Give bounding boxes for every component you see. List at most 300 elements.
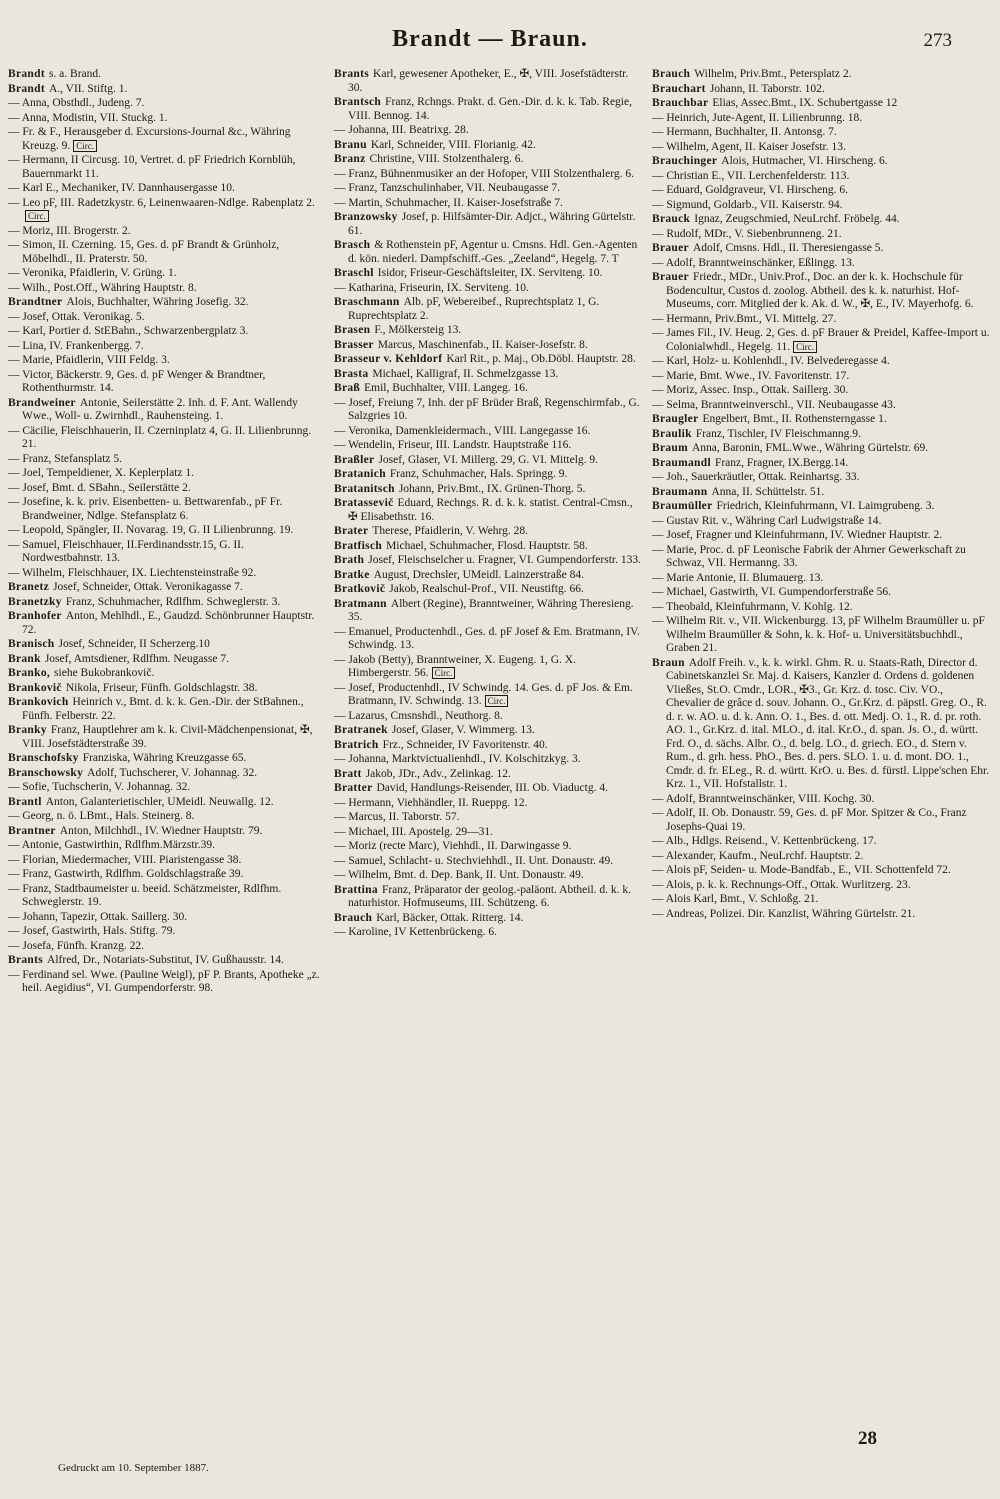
directory-entry (8, 225, 324, 239)
directory-entry (652, 257, 990, 271)
directory-entry (652, 657, 990, 792)
directory-entry (8, 453, 324, 467)
entry-surname: Bratter (334, 782, 373, 794)
entry-details: — Anna, Modistin, VII. Stuckg. 1. (8, 111, 168, 124)
entry-details: — Hermann, Viehhändler, II. Rueppg. 12. (334, 796, 528, 809)
entry-details: Anna, Baronin, FML.Wwe., Währing Gürtelstr. 69. (692, 442, 929, 454)
directory-entry (8, 825, 324, 839)
directory-entry (652, 141, 990, 155)
directory-entry (8, 682, 324, 696)
entry-details: Albert (Regine), Branntweiner, Währing Theresieng. 35. (348, 597, 634, 623)
directory-entry (652, 486, 990, 500)
circular-badge: Circ. (432, 667, 456, 679)
entry-details: Christine, VIII. Stolzenthalerg. 6. (369, 153, 524, 165)
directory-entry (652, 586, 990, 600)
directory-entry (8, 182, 324, 196)
entry-details: Josef, Schneider, II Scherzerg.10 (58, 638, 210, 650)
directory-entry (652, 471, 990, 485)
entry-details: — Alb., Hdlgs. Reisend., V. Kettenbrückeng. 17. (652, 835, 877, 847)
circular-badge: Circ. (793, 341, 817, 353)
entry-surname: Branhofer (8, 610, 62, 622)
entry-details: Jakob, Realschul-Prof., VII. Neustiftg. 66. (389, 583, 584, 595)
entry-details: — Alois Karl, Bmt., V. Schloßg. 21. (652, 893, 819, 905)
entry-details: Antonie, Seilerstätte 2. Inh. d. F. Ant. Wallendy Wwe., Woll- u. Zwirnhdl., Rauhensteing. 1. (22, 396, 298, 422)
entry-details: Franz, Schuhmacher, Hals. Springg. 9. (389, 468, 568, 480)
entry-details: Franz, Tischler, IV Fleischmanng.9. (695, 427, 861, 440)
entry-details: — Theobald, Kleinfuhrmann, V. Kohlg. 12. (652, 600, 853, 613)
entry-details: Alfred, Dr., Notariats-Substitut, IV. Gußhausstr. 14. (47, 954, 284, 966)
entry-details: — Johanna, III. Beatrixg. 28. (334, 124, 469, 136)
entry-details: — Adolf, II. Ob. Donaustr. 59, Ges. d. pF Mor. Spitzer & Co., Franz Josephs-Quai 19. (652, 807, 967, 833)
entry-details: — Franz, Stadtbaumeister u. beeid. Schätzmeister, Rdlfhm. Schweglerstr. 19. (8, 882, 282, 908)
entry-surname: Bratt (334, 767, 362, 780)
directory-entry (334, 339, 642, 353)
directory-entry (334, 211, 642, 238)
directory-entry (8, 925, 324, 939)
entry-details: Franz, Präparator der geolog.-paläont. Abtheil. d. k. k. naturhistor. Hofmuseums, III. Schützeng. 6. (348, 883, 632, 909)
directory-entry (652, 213, 990, 227)
entry-details: Josef, p. Hilfsämter-Dir. Adjct., Währing Gürtelstr. 61. (348, 211, 636, 237)
directory-entry (334, 782, 642, 796)
entry-details: siehe Bukobrankovič. (54, 667, 155, 679)
entry-details: — Karl, Portier d. StEBahn., Schwarzenbergplatz 3. (8, 325, 249, 337)
directory-entry (652, 864, 990, 878)
entry-surname: Braumüller (652, 500, 713, 512)
entry-details: — Michael, Gastwirth, VI. Gumpendorferstraße 56. (652, 586, 891, 598)
entry-details: — Antonie, Gastwirthin, Rdlfhm.Märzstr.39. (8, 839, 215, 851)
directory-entry (8, 397, 324, 424)
entry-details: — Ferdinand sel. Wwe. (Pauline Weigl), pF P. Brants, Apotheke „z. heil. Aegidius“, VI. Gumpendorferstr. 98. (8, 968, 320, 994)
directory-column-1 (8, 68, 324, 997)
entry-surname: Brankovich (8, 696, 69, 708)
entry-surname: Braum (652, 442, 688, 454)
entry-surname: Bratrich (334, 738, 379, 751)
entry-details: — Fr. & F., Herausgeber d. Excursions-Journal &c., Währing Kreuzg. 9. (8, 126, 291, 152)
entry-surname: Brasseur v. Kehldorf (334, 353, 443, 365)
directory-entry (652, 355, 990, 369)
entry-surname: Branschofsky (8, 752, 79, 764)
entry-surname: Branisch (8, 638, 55, 650)
entry-details: Friedr., MDr., Univ.Prof., Doc. an der k. k. Hochschule für Bodencultur, Custos d. zoolog. Abtheil. des k. k. naturhist. Hof-Museums, corr. Mitglied der k. Ak. d. W., ✠, E., IV. Mayerhofg. 6. (666, 271, 974, 310)
directory-entry (652, 879, 990, 893)
entry-details: — Josefine, k. k. priv. Eisenbetten- u. Bettwarenfab., pF Fr. Brandweiner, Ndlge. Stefansplatz 6. (8, 496, 283, 522)
entry-details: Josef, Amtsdiener, Rdlfhm. Neugasse 7. (44, 652, 229, 665)
directory-entry (334, 826, 642, 840)
directory-entry (334, 869, 642, 883)
entry-surname: Bratmann (334, 597, 387, 610)
page-number: 273 (923, 30, 952, 51)
entry-details: — Eduard, Goldgraveur, VI. Hirscheng. 6. (652, 184, 849, 196)
directory-entry (334, 382, 642, 396)
directory-entry (334, 811, 642, 825)
directory-entry (8, 83, 324, 97)
entry-details: — Emanuel, Productenhdl., Ges. d. pF Josef & Em. Bratmann, IV. Schwindg. 13. (334, 625, 640, 651)
directory-entry (334, 739, 642, 753)
directory-entry (334, 884, 642, 911)
directory-entry (334, 168, 642, 182)
directory-entry (334, 855, 642, 869)
entry-details: & Rothenstein pF, Agentur u. Cmsns. Hdl. Gen.-Agenten d. kön. niederl. Dampfschiff.-Ges. „Zeeland“, Hegelg. 7. T (348, 239, 638, 265)
entry-details: — Marie, Proc. d. pF Leonische Fabrik der Ahrner Gewerkschaft zu Schwaz, VII. Hermanng. 33. (652, 543, 966, 569)
entry-details: — Wilhelm, Agent, II. Kaiser Josefstr. 13. (652, 140, 846, 153)
entry-details: Anton, Milchhdl., IV. Wiedner Hauptstr. 79. (59, 824, 263, 837)
entry-details: Josef, Schneider, Ottak. Veronikagasse 7. (53, 581, 243, 593)
directory-entry (652, 908, 990, 922)
directory-entry (8, 267, 324, 281)
entry-surname: Brattina (334, 883, 378, 896)
entry-details: Isidor, Friseur-Geschäftsleiter, IX. Serviteng. 10. (377, 267, 603, 279)
entry-details: — Anna, Obsthdl., Judeng. 7. (8, 97, 145, 109)
entry-surname: Bratanich (334, 468, 386, 480)
directory-entry (8, 311, 324, 325)
directory-entry (652, 271, 990, 312)
print-date: Gedruckt am 10. September 1887. (58, 1462, 209, 1474)
entry-surname: Brauch (652, 68, 691, 80)
entry-details: — Andreas, Polizei. Dir. Kanzlist, Währing Gürtelstr. 21. (652, 907, 916, 920)
directory-entry (652, 835, 990, 849)
directory-entry (334, 497, 642, 524)
entry-details: — Georg, n. ö. LBmt., Hals. Steinerg. 8. (8, 810, 195, 822)
entry-details: — Florian, Miedermacher, VIII. Piaristengasse 38. (8, 853, 242, 866)
entry-details: Jakob, JDr., Adv., Zelinkag. 12. (365, 767, 511, 780)
directory-entry (8, 467, 324, 481)
entry-details: Frz., Schneider, IV Favoritenstr. 40. (382, 738, 548, 751)
directory-entry (8, 539, 324, 566)
entry-surname: Braschmann (334, 296, 400, 308)
entry-details: — Karoline, IV Kettenbrückeng. 6. (334, 926, 497, 938)
directory-entry (652, 515, 990, 529)
entry-details: — Wilhelm, Fleischhauer, IX. Liechtensteinstraße 92. (8, 566, 257, 579)
directory-entry (334, 96, 642, 123)
entry-surname: Brater (334, 525, 369, 537)
directory-entry (8, 839, 324, 853)
entry-details: — Moriz, Assec. Insp., Ottak. Saillerg. 30. (652, 384, 849, 396)
entry-details: — Franz, Bühnenmusiker an der Hofoper, VIII Stolzenthalerg. 6. (334, 167, 634, 180)
directory-entry (652, 428, 990, 442)
directory-entry (652, 457, 990, 471)
directory-entry (8, 496, 324, 523)
directory-entry (8, 883, 324, 910)
directory-entry (334, 68, 642, 95)
entry-details: — Gustav Rit. v., Währing Carl Ludwigstraße 14. (652, 514, 882, 527)
entry-details: — Sofie, Tuchscherin, V. Johannag. 32. (8, 781, 191, 793)
entry-surname: Braumann (652, 485, 708, 498)
directory-entry (8, 296, 324, 310)
entry-surname: Braun (652, 656, 685, 669)
entry-details: — Marie Antonie, II. Blumauerg. 13. (652, 571, 824, 584)
entry-details: Michael, Schuhmacher, Flosd. Hauptstr. 58. (386, 539, 588, 552)
directory-entry (334, 324, 642, 338)
entry-surname: Branetz (8, 581, 50, 593)
directory-entry (652, 170, 990, 184)
directory-entry (8, 354, 324, 368)
directory-entry (334, 654, 642, 681)
entry-surname: Branu (334, 138, 367, 151)
directory-entry (652, 544, 990, 571)
directory-entry (8, 796, 324, 810)
directory-entry (334, 724, 642, 738)
directory-entry (8, 596, 324, 610)
entry-details: — Josef, Productenhdl., IV Schwindg. 14. Ges. d. pF Jos. & Em. Bratmann, IV. Schwindg. 13. (334, 681, 633, 707)
directory-entry (334, 197, 642, 211)
directory-entry (8, 969, 324, 996)
circular-badge: Circ. (485, 695, 509, 707)
directory-entry (8, 638, 324, 652)
entry-details: — Samuel, Fleischhauer, II.Ferdinandsstr.15, G. II. Nordwestbahnstr. 13. (8, 538, 244, 564)
directory-entry (334, 483, 642, 497)
entry-details: Adolf, Tuchscherer, V. Johannag. 32. (87, 766, 258, 779)
directory-entry (8, 97, 324, 111)
entry-details: Karl, Bäcker, Ottak. Ritterg. 14. (376, 911, 524, 924)
entry-surname: Bratfisch (334, 539, 383, 552)
entry-details: — Karl E., Mechaniker, IV. Dannhausergasse 10. (8, 182, 235, 194)
entry-surname: Brantsch (334, 96, 382, 108)
entry-details: Elias, Assec.Bmt., IX. Schubertgasse 12 (712, 97, 898, 109)
entry-details: Therese, Pfaidlerin, V. Wehrg. 28. (372, 525, 529, 537)
entry-details: — Alois, p. k. k. Rechnungs-Off., Ottak. Wurlitzerg. 23. (652, 878, 911, 891)
directory-entry (334, 153, 642, 167)
entry-details: — Moriz, III. Brogerstr. 2. (8, 224, 131, 237)
directory-entry (8, 239, 324, 266)
directory-entry (652, 893, 990, 907)
directory-entry (652, 126, 990, 140)
directory-entry (334, 598, 642, 625)
entry-details: Eduard, Rechngs. R. d. k. k. statist. Central-Cmsn., ✠ Elisabethstr. 16. (348, 497, 633, 523)
entry-details: F., Mölkersteig 13. (374, 324, 462, 336)
entry-details: — Wilhelm, Bmt. d. Dep. Bank, II. Unt. Donaustr. 49. (334, 869, 584, 881)
directory-entry (8, 911, 324, 925)
directory-entry (8, 610, 324, 637)
entry-details: Franz, Fragner, IX.Bergg.14. (714, 456, 849, 469)
entry-surname: Brauchbar (652, 97, 709, 109)
entry-details: — Franz, Tanzschulinhaber, VII. Neubaugasse 7. (334, 182, 561, 194)
directory-entry (8, 868, 324, 882)
entry-details: Karl, gewesener Apotheker, E., ✠, VIII. Josefstädterstr. 30. (348, 68, 629, 94)
entry-details: — Franz, Gastwirth, Rdlfhm. Goldschlagstraße 39. (8, 868, 244, 880)
entry-details: — Veronika, Damenkleidermach., VIII. Langegasse 16. (334, 424, 591, 437)
entry-surname: Brasch (334, 239, 371, 251)
entry-details: David, Handlungs-Reisender, III. Ob. Viaductg. 4. (376, 782, 608, 794)
directory-entry (334, 710, 642, 724)
directory-entry (334, 239, 642, 266)
directory-entry (334, 682, 642, 709)
directory-entry (8, 340, 324, 354)
directory-entry (652, 228, 990, 242)
directory-entry (8, 653, 324, 667)
directory-entry (334, 425, 642, 439)
entry-surname: Bratanitsch (334, 482, 395, 495)
entry-surname: Brasta (334, 367, 369, 380)
directory-entry (652, 807, 990, 834)
entry-details: — Leo pF, III. Radetzkystr. 6, Leinenwaaren-Ndlge. Rabenplatz 2. (8, 196, 315, 209)
entry-details: Anton, Galanterietischler, UMeidl. Neuwallg. 12. (45, 795, 274, 808)
directory-entry (652, 413, 990, 427)
entry-details: — Simon, II. Czerning. 15, Ges. d. pF Brandt & Grünholz, Möbelhdl., II. Praterstr. 50. (8, 239, 280, 265)
directory-entry (8, 68, 324, 82)
directory-entry (652, 615, 990, 656)
circular-badge: Circ. (73, 140, 97, 152)
directory-entry (334, 124, 642, 138)
directory-entry (8, 581, 324, 595)
entry-details: Adolf, Cmsns. Hdl., II. Theresiengasse 5. (692, 242, 884, 254)
directory-entry (652, 83, 990, 97)
directory-entry (652, 155, 990, 169)
directory-entry (334, 626, 642, 653)
entry-details: A., VII. Stiftg. 1. (48, 82, 128, 95)
directory-entry (334, 840, 642, 854)
entry-surname: Brauchart (652, 82, 706, 95)
entry-surname: Braumandl (652, 456, 711, 469)
entry-details: — Adolf, Branntweinschänker, Eßlingg. 13. (652, 256, 855, 269)
entry-surname: Brauchinger (652, 155, 718, 167)
entry-details: — Veronika, Pfaidlerin, V. Grüng. 1. (8, 267, 177, 279)
directory-entry (652, 242, 990, 256)
directory-entry (334, 296, 642, 323)
directory-entry (8, 810, 324, 824)
directory-entry (334, 926, 642, 940)
directory-entry (652, 68, 990, 82)
directory-entry (652, 529, 990, 543)
directory-entry (652, 850, 990, 864)
directory-entry (334, 267, 642, 281)
directory-entry (8, 696, 324, 723)
directory-entry (652, 199, 990, 213)
entry-surname: Brandweiner (8, 396, 76, 409)
entry-details: — Katharina, Friseurin, IX. Serviteng. 10. (334, 281, 529, 294)
entry-surname: Brauer (652, 271, 689, 283)
entry-details: Wilhelm, Priv.Bmt., Petersplatz 2. (694, 68, 852, 80)
directory-entry (334, 353, 642, 367)
entry-details: — Karl, Holz- u. Kohlenhdl., IV. Belvederegasse 4. (652, 355, 890, 367)
entry-surname: Branetzky (8, 595, 62, 608)
entry-surname: Bratassevič (334, 497, 394, 509)
entry-details: Karl Rit., p. Maj., Ob.Döbl. Hauptstr. 28. (446, 353, 636, 365)
entry-surname: Brauer (652, 242, 689, 254)
entry-details: Alb. pF, Webereibef., Ruprechtsplatz 1, G. Ruprechtsplatz 2. (348, 296, 600, 322)
entry-details: — James Fil., IV. Heug. 2, Ges. d. pF Brauer & Preidel, Kaffee-Import u. Colonialwhdl., Hegelg. 11. (652, 327, 990, 353)
entry-details: Franz, Hauptlehrer am k. k. Civil-Mädchenpensionat, ✠, VIII. Josefstädterstraße 39. (22, 724, 313, 750)
entry-details: — Cäcilie, Fleischhauerin, II. Czerninplatz 4, G. II. Lilienbrunng. 21. (8, 424, 312, 450)
entry-details: — Adolf, Branntweinschänker, VIII. Kochg. 30. (652, 792, 875, 805)
directory-entry (8, 282, 324, 296)
directory-entry (652, 313, 990, 327)
entry-surname: Brandt (8, 82, 45, 95)
entry-details: Adolf Freih. v., k. k. wirkl. Ghm. R. u. Staats-Rath, Director d. Cabinetskanzlei Sr. Maj. d. Kaisers, Kanzler d. Ordens d. goldenen Vließes, St.O. Cmdr., LOR., ✠3., Gr. Krz. d. tosc. Civ. VO., Chevalier de grâce d. souv. Johann. O., Gr.Krz. d. päpstl. Greg. O., R. d. r. w. AO. u. d. k. Ann. O. 1., Bes. d. ott. Medj. O. 1., R. d. pr. roth. AO. 1., Gr.Krz. d. ital. MLO., d. ital. Kr.O., d. span. Js. O., d. württ. Frd. O., d. sächs. Albr. O., d. belg. LO., d. griech. EO., d. Stern v. Rum., d. grh. hess. PhO., Bes. d. pers. SLO. 1. u. d. mont. DO. 1., Cmdr. d. fr. ELeg., R. d. württ. KrO. u. Bes. d. fürstl. Lippe'schen Ehr. Krz. 1., VII. Hofstallstr. 1. (666, 656, 990, 790)
entry-details: Michael, Kalligraf, II. Schmelzgasse 13. (372, 367, 559, 380)
directory-entry (8, 667, 324, 681)
directory-entry (334, 397, 642, 424)
directory-entry (8, 767, 324, 781)
entry-details: — Leopold, Spängler, II. Novarag. 19, G. II Lilienbrunng. 19. (8, 524, 294, 536)
entry-details: Alois, Buchhalter, Währing Josefig. 32. (66, 296, 249, 308)
directory-entry (8, 126, 324, 153)
entry-surname: Branky (8, 724, 47, 736)
entry-details: — Jakob (Betty), Branntweiner, X. Eugeng. 1, G. X. Himbergerstr. 56. (334, 653, 576, 679)
entry-details: Friedrich, Kleinfuhrmann, VI. Laimgrubeng. 3. (716, 500, 935, 512)
entry-surname: Braulik (652, 427, 692, 440)
entry-details: Franziska, Währing Kreuzgasse 65. (82, 752, 247, 764)
entry-details: — Sigmund, Goldarb., VII. Kaiserstr. 94. (652, 198, 843, 211)
directory-entry (334, 468, 642, 482)
sheet-signature: 28 (858, 1428, 877, 1449)
directory-entry (8, 369, 324, 396)
entry-details: Franz, Schuhmacher, Rdlfhm. Schweglerstr. 3. (65, 595, 281, 608)
directory-column-2 (334, 68, 642, 941)
entry-surname: Braß (334, 382, 361, 394)
entry-details: — Josefa, Fünfh. Kranzg. 22. (8, 939, 145, 952)
directory-entry (8, 197, 324, 224)
directory-entry (334, 282, 642, 296)
entry-details: — Josef, Freiung 7, Inh. der pF Brüder Braß, Regenschirmfab., G. Salzgries 10. (334, 396, 640, 422)
entry-details: — Heinrich, Jute-Agent, II. Lilienbrunng. 18. (652, 111, 863, 124)
entry-details: Franz, Rchngs. Prakt. d. Gen.-Dir. d. k. k. Tab. Regie, VIII. Bennog. 14. (348, 96, 632, 122)
entry-surname: Brankovič (8, 681, 62, 694)
entry-details: — Lina, IV. Frankenbergg. 7. (8, 339, 144, 352)
entry-details: — Marie, Bmt. Wwe., IV. Favoritenstr. 17. (652, 369, 850, 382)
directory-entry (652, 399, 990, 413)
entry-details: — Marie, Pfaidlerin, VIII Feldg. 3. (8, 354, 170, 366)
entry-details: Johann, Priv.Bmt., IX. Grünen-Thorg. 5. (398, 482, 586, 495)
directory-entry (652, 384, 990, 398)
directory-entry (334, 768, 642, 782)
directory-entry (8, 112, 324, 126)
directory-entry (652, 370, 990, 384)
entry-details: Emil, Buchhalter, VIII. Langeg. 16. (364, 382, 528, 394)
entry-surname: Braugler (652, 413, 699, 425)
directory-column-3 (652, 68, 990, 922)
entry-details: Ignaz, Zeugschmied, NeuLrchf. Fröbelg. 44. (694, 213, 900, 225)
entry-details: Josef, Fleischselcher u. Fragner, VI. Gumpendorferstr. 133. (368, 554, 641, 566)
directory-entry (652, 601, 990, 615)
entry-details: — Victor, Bäckerstr. 9, Ges. d. pF Wenger & Brandtner, Rothenthurmstr. 14. (8, 368, 266, 394)
directory-entry (8, 154, 324, 181)
entry-surname: Bratke (334, 568, 370, 581)
entry-details: Alois, Hutmacher, VI. Hirscheng. 6. (721, 155, 888, 167)
entry-details: Heinrich v., Bmt. d. k. k. Gen.-Dir. der StBahnen., Fünfh. Felberstr. 22. (22, 696, 304, 722)
directory-entry (8, 567, 324, 581)
entry-surname: Brauch (334, 911, 373, 924)
directory-entry (334, 182, 642, 196)
entry-surname: Brantner (8, 824, 56, 837)
entry-details: Anton, Mehlhdl., E., Gaudzd. Schönbrunner Hauptstr. 72. (22, 610, 315, 636)
entry-surname: Brank (8, 652, 41, 665)
entry-details: — Wendelin, Friseur, III. Landstr. Hauptstraße 116. (334, 439, 572, 451)
entry-details: — Samuel, Schlacht- u. Stechviehhdl., II. Unt. Donaustr. 49. (334, 854, 614, 867)
entry-details: — Joel, Tempeldiener, X. Keplerplatz 1. (8, 467, 194, 479)
entry-surname: Brauck (652, 213, 691, 225)
entry-surname: Braschl (334, 267, 374, 279)
entry-details: — Josef, Gastwirth, Hals. Stiftg. 79. (8, 925, 176, 937)
entry-details: — Hermann, II Circusg. 10, Vertret. d. pF Friedrich Kornblüh, Bauernmarkt 11. (8, 154, 296, 180)
entry-surname: Branzowsky (334, 211, 398, 223)
directory-entry (652, 442, 990, 456)
entry-details: — Josef, Fragner und Kleinfuhrmann, IV. Wiedner Hauptstr. 2. (652, 529, 943, 541)
entry-details: — Josef, Bmt. d. SBahn., Seilerstätte 2. (8, 481, 191, 494)
circular-badge: Circ. (25, 210, 49, 222)
directory-entry (8, 325, 324, 339)
entry-details: — Marcus, II. Taborstr. 57. (334, 811, 460, 823)
directory-entry (8, 854, 324, 868)
directory-entry (8, 940, 324, 954)
entry-details: — Selma, Branntweinverschl., VII. Neubaugasse 43. (652, 398, 896, 411)
entry-surname: Bratranek (334, 724, 388, 736)
entry-surname: Brandtner (8, 296, 63, 308)
entry-details: — Johanna, Marktvictualienhdl., IV. Kolschitzkyg. 3. (334, 753, 581, 765)
entry-details: Engelbert, Bmt., II. Rothensterngasse 1. (702, 413, 887, 425)
directory-entry (334, 569, 642, 583)
entry-surname: Brath (334, 554, 365, 566)
entry-details: — Moriz (recte Marc), Viehhdl., II. Darwingasse 9. (334, 840, 572, 852)
